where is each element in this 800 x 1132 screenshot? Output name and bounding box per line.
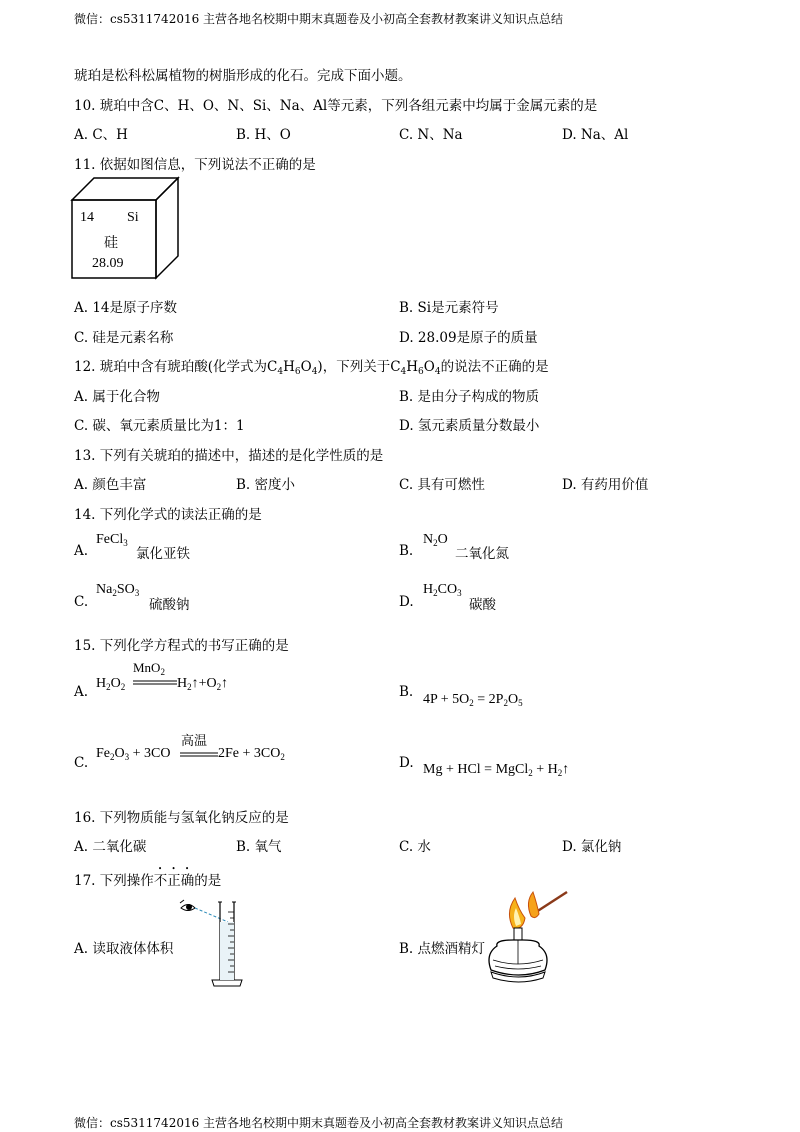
cube-atomic-number: 14 bbox=[80, 210, 94, 225]
q16-stem: 16. 下列物质能与氢氧化钠反应的是 bbox=[74, 810, 289, 826]
q14-option-d-name: 碳酸 bbox=[469, 597, 496, 613]
q14-option-a-label[interactable]: A. bbox=[74, 543, 89, 559]
q15-option-a-products: $H_2↑+O_2↑$ bbox=[177, 676, 229, 692]
q10-stem: 10. 琥珀中含C、H、O、N、Si、Na、Al等元素，下列各组元素中均属于金属元素的是 bbox=[74, 98, 598, 114]
element-cube-figure bbox=[72, 178, 182, 278]
q15-option-c-label[interactable]: C. bbox=[74, 755, 89, 771]
q15-option-b-label[interactable]: B. bbox=[399, 684, 414, 700]
q15-stem: 15. 下列化学方程式的书写正确的是 bbox=[74, 638, 289, 654]
q13-option-a[interactable]: A. 颜色丰富 bbox=[74, 477, 147, 493]
intro-text: 琥珀是松科松属植物的树脂形成的化石。完成下面小题。 bbox=[74, 68, 412, 84]
q12-stem: 12. 琥珀中含有琥珀酸(化学式为$C_4H_6O_4$)，下列关于$C_4H_6O_4$的说法不正确的是 bbox=[74, 359, 549, 377]
q14-option-b-formula: $N_2O$ bbox=[423, 532, 448, 548]
q17-stem: 17. 下列操作不正确的是 bbox=[74, 873, 222, 889]
q12-option-b[interactable]: B. 是由分子构成的物质 bbox=[399, 389, 540, 405]
q15-option-c-products: $2Fe + 3CO_2$ bbox=[218, 746, 285, 762]
q11-option-a[interactable]: A. 14是原子序数 bbox=[74, 300, 178, 316]
q14-option-b-label[interactable]: B. bbox=[399, 543, 414, 559]
q13-option-c[interactable]: C. 具有可燃性 bbox=[399, 477, 485, 493]
q17-option-b[interactable]: B. 点燃酒精灯 bbox=[399, 941, 486, 957]
q16-option-b[interactable]: B. 氧气 bbox=[236, 839, 282, 855]
q10-option-b[interactable]: B. H、O bbox=[236, 127, 291, 143]
q16-option-d[interactable]: D. 氯化钠 bbox=[562, 839, 622, 855]
q15-option-a-equals bbox=[133, 680, 177, 686]
cube-symbol: Si bbox=[127, 210, 139, 225]
q11-option-b[interactable]: B. Si是元素符号 bbox=[399, 300, 499, 316]
q14-option-b-name: 二氧化氮 bbox=[455, 546, 509, 562]
q16-option-c[interactable]: C. 水 bbox=[399, 839, 431, 855]
q12-option-d[interactable]: D. 氢元素质量分数最小 bbox=[399, 418, 540, 434]
q14-option-c-formula: $Na_2SO_3$ bbox=[96, 582, 140, 598]
q14-option-c-label[interactable]: C. bbox=[74, 594, 89, 610]
q15-option-d-label[interactable]: D. bbox=[399, 755, 414, 771]
q15-option-c-condition: 高温 bbox=[181, 734, 208, 749]
q13-option-d[interactable]: D. 有药用价值 bbox=[562, 477, 649, 493]
q13-stem: 13. 下列有关琥珀的描述中，描述的是化学性质的是 bbox=[74, 448, 384, 464]
q10-option-c[interactable]: C. N、Na bbox=[399, 127, 463, 143]
alcohol-lamp-figure bbox=[485, 888, 575, 988]
q11-option-c[interactable]: C. 硅是元素名称 bbox=[74, 330, 174, 346]
q15-option-a-label[interactable]: A. bbox=[74, 684, 89, 700]
q15-option-a-reactant: $H_2O_2$ bbox=[96, 676, 126, 692]
graduated-cylinder-figure bbox=[178, 898, 248, 990]
q15-option-d-equation: Mg + HCl = MgCl$_2$ + $H_2↑$ bbox=[423, 762, 570, 778]
q17-option-a[interactable]: A. 读取液体体积 bbox=[74, 941, 174, 957]
q13-option-b[interactable]: B. 密度小 bbox=[236, 477, 296, 493]
q14-option-d-formula: $H_2CO_3$ bbox=[423, 582, 462, 598]
q15-option-c-equals bbox=[180, 752, 218, 758]
q11-stem: 11. 依据如图信息，下列说法不正确的是 bbox=[74, 157, 316, 173]
q11-option-d[interactable]: D. 28.09是原子的质量 bbox=[399, 330, 538, 346]
page-header: 微信：cs5311742016 主营各地名校期中期末真题卷及小初高全套教材教案讲义知识点总结 bbox=[74, 12, 564, 26]
cube-element-name: 硅 bbox=[104, 235, 118, 251]
q14-option-a-name: 氯化亚铁 bbox=[136, 546, 190, 562]
q15-option-a-catalyst: MnO$_2$ bbox=[133, 660, 165, 677]
q15-option-c-reactants: $Fe_2O_3 + 3CO$ bbox=[96, 746, 171, 762]
q10-option-d[interactable]: D. Na、Al bbox=[562, 127, 629, 143]
q14-option-a-formula: FeCl$_3$ bbox=[96, 532, 128, 548]
q12-option-a[interactable]: A. 属于化合物 bbox=[74, 389, 160, 405]
q10-option-a[interactable]: A. C、H bbox=[74, 127, 128, 143]
q15-option-b-equation: $4P + 5O_2 = 2P_2O_5$ bbox=[423, 692, 523, 708]
q16-option-a[interactable]: A. 二氧化碳 bbox=[74, 839, 147, 855]
q14-option-c-name: 硫酸钠 bbox=[149, 597, 190, 613]
page-footer: 微信：cs5311742016 主营各地名校期中期末真题卷及小初高全套教材教案讲义知识点总结 bbox=[74, 1116, 564, 1130]
q12-option-c[interactable]: C. 碳、氧元素质量比为1：1 bbox=[74, 418, 245, 434]
q14-stem: 14. 下列化学式的读法正确的是 bbox=[74, 507, 262, 523]
cube-atomic-mass: 28.09 bbox=[92, 256, 124, 271]
q14-option-d-label[interactable]: D. bbox=[399, 594, 414, 610]
